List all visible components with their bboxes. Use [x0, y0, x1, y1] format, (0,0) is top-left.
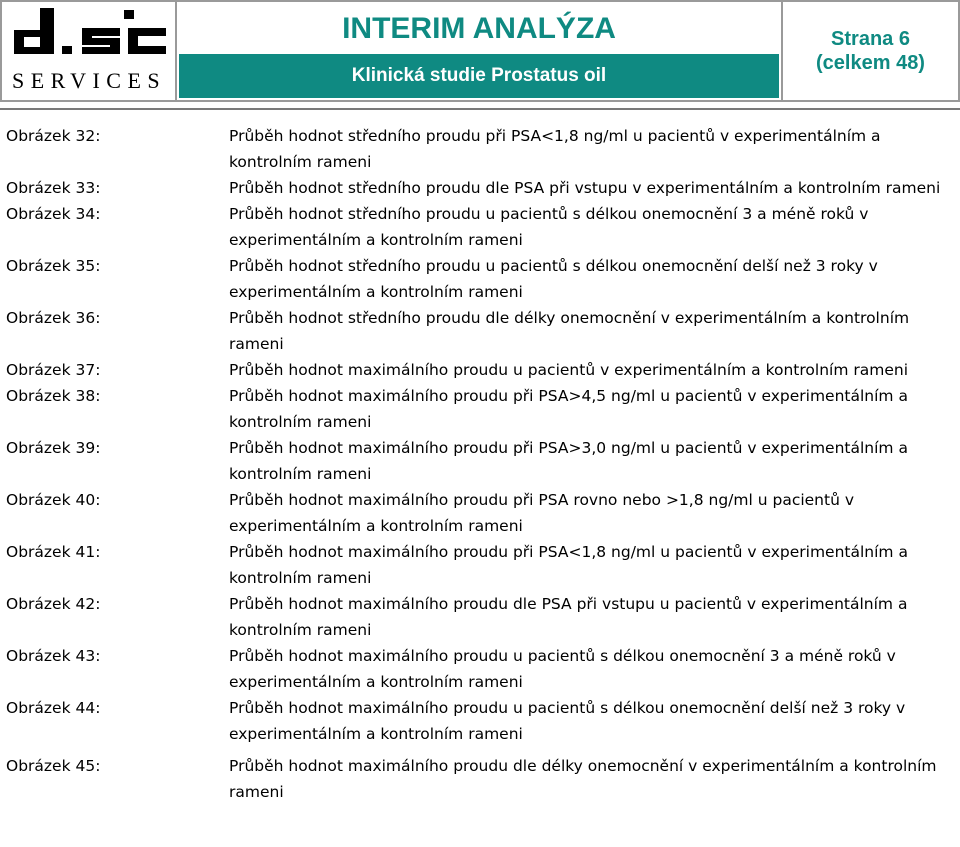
figure-label: Obrázek 36:: [6, 309, 101, 327]
figure-list-item: [0, 435, 960, 487]
figure-description: Průběh hodnot maximálního proudu při PSA<1,8 ng/ml u pacientů v experimentálním a kontrolním rameni: [229, 543, 908, 587]
figure-list-item: [0, 123, 960, 175]
figure-list-item: [0, 305, 960, 357]
figure-label: Obrázek 34:: [6, 205, 101, 223]
figure-description: Průběh hodnot středního proudu dle PSA při vstupu v experimentálním a kontrolním rameni: [229, 179, 941, 197]
page-header: [0, 0, 960, 102]
page-number: Strana 6: [831, 28, 910, 50]
header-divider: [0, 108, 960, 110]
figure-label: Obrázek 38:: [6, 387, 101, 405]
figure-list-item: [0, 591, 960, 643]
logo-wordmark: SERVICES: [12, 68, 167, 93]
figure-label: Obrázek 44:: [6, 699, 101, 717]
figure-label: Obrázek 42:: [6, 595, 101, 613]
figure-description: Průběh hodnot maximálního proudu u pacientů s délkou onemocnění delší než 3 roky v experimentálním a kontrolním rameni: [229, 699, 906, 743]
figure-label: Obrázek 32:: [6, 127, 101, 145]
figure-label: Obrázek 35:: [6, 257, 101, 275]
figure-label: Obrázek 40:: [6, 491, 101, 509]
figure-description: Průběh hodnot středního proudu dle délky onemocnění v experimentálním a kontrolním rameni: [229, 309, 910, 353]
figure-label: Obrázek 39:: [6, 439, 101, 457]
figure-list-item: [0, 695, 960, 747]
figure-list-item: [0, 753, 960, 805]
figure-label: Obrázek 41:: [6, 543, 101, 561]
figure-label: Obrázek 45:: [6, 757, 101, 775]
document-subtitle: Klinická studie Prostatus oil: [179, 54, 779, 98]
figure-description: Průběh hodnot středního proudu při PSA<1,8 ng/ml u pacientů v experimentálním a kontrolním rameni: [229, 127, 881, 171]
figure-list-item: [0, 643, 960, 695]
document-title: INTERIM ANALÝZA: [342, 12, 616, 45]
figure-label: Obrázek 33:: [6, 179, 101, 197]
title-block: [177, 2, 783, 100]
figure-description: Průběh hodnot maximálního proudu dle PSA při vstupu u pacientů v experimentálním a kontrolním rameni: [229, 595, 908, 639]
figure-list-item: [0, 357, 960, 383]
figure-list-item: [0, 383, 960, 435]
figure-description: Průběh hodnot maximálního proudu při PSA rovno nebo >1,8 ng/ml u pacientů v experimentálním a kontrolním rameni: [229, 491, 855, 535]
figure-label: Obrázek 37:: [6, 361, 101, 379]
company-logo: [2, 2, 177, 100]
figure-list-item: [0, 487, 960, 539]
figure-description: Průběh hodnot maximálního proudu při PSA>4,5 ng/ml u pacientů v experimentálním a kontrolním rameni: [229, 387, 908, 431]
figure-description: Průběh hodnot maximálního proudu při PSA>3,0 ng/ml u pacientů v experimentálním a kontrolním rameni: [229, 439, 908, 483]
figure-list-item: [0, 175, 960, 201]
figure-description: Průběh hodnot maximálního proudu dle délky onemocnění v experimentálním a kontrolním rameni: [229, 757, 937, 801]
figure-description: Průběh hodnot maximálního proudu u pacientů s délkou onemocnění 3 a méně roků v experimentálním a kontrolním rameni: [229, 647, 896, 691]
page-total: (celkem 48): [816, 52, 925, 74]
dsc-logo-mark-icon: [10, 6, 170, 66]
figure-list-item: [0, 201, 960, 253]
figure-description: Průběh hodnot středního proudu u pacientů s délkou onemocnění delší než 3 roky v experimentálním a kontrolním rameni: [229, 257, 878, 301]
figure-description: Průběh hodnot středního proudu u pacientů s délkou onemocnění 3 a méně roků v experimentálním a kontrolním rameni: [229, 205, 869, 249]
figure-label: Obrázek 43:: [6, 647, 101, 665]
page-counter: [783, 2, 958, 100]
figure-description: Průběh hodnot maximálního proudu u pacientů v experimentálním a kontrolním rameni: [229, 361, 909, 379]
figure-list-item: [0, 539, 960, 591]
figure-list-item: [0, 253, 960, 305]
figure-list: [0, 123, 960, 805]
